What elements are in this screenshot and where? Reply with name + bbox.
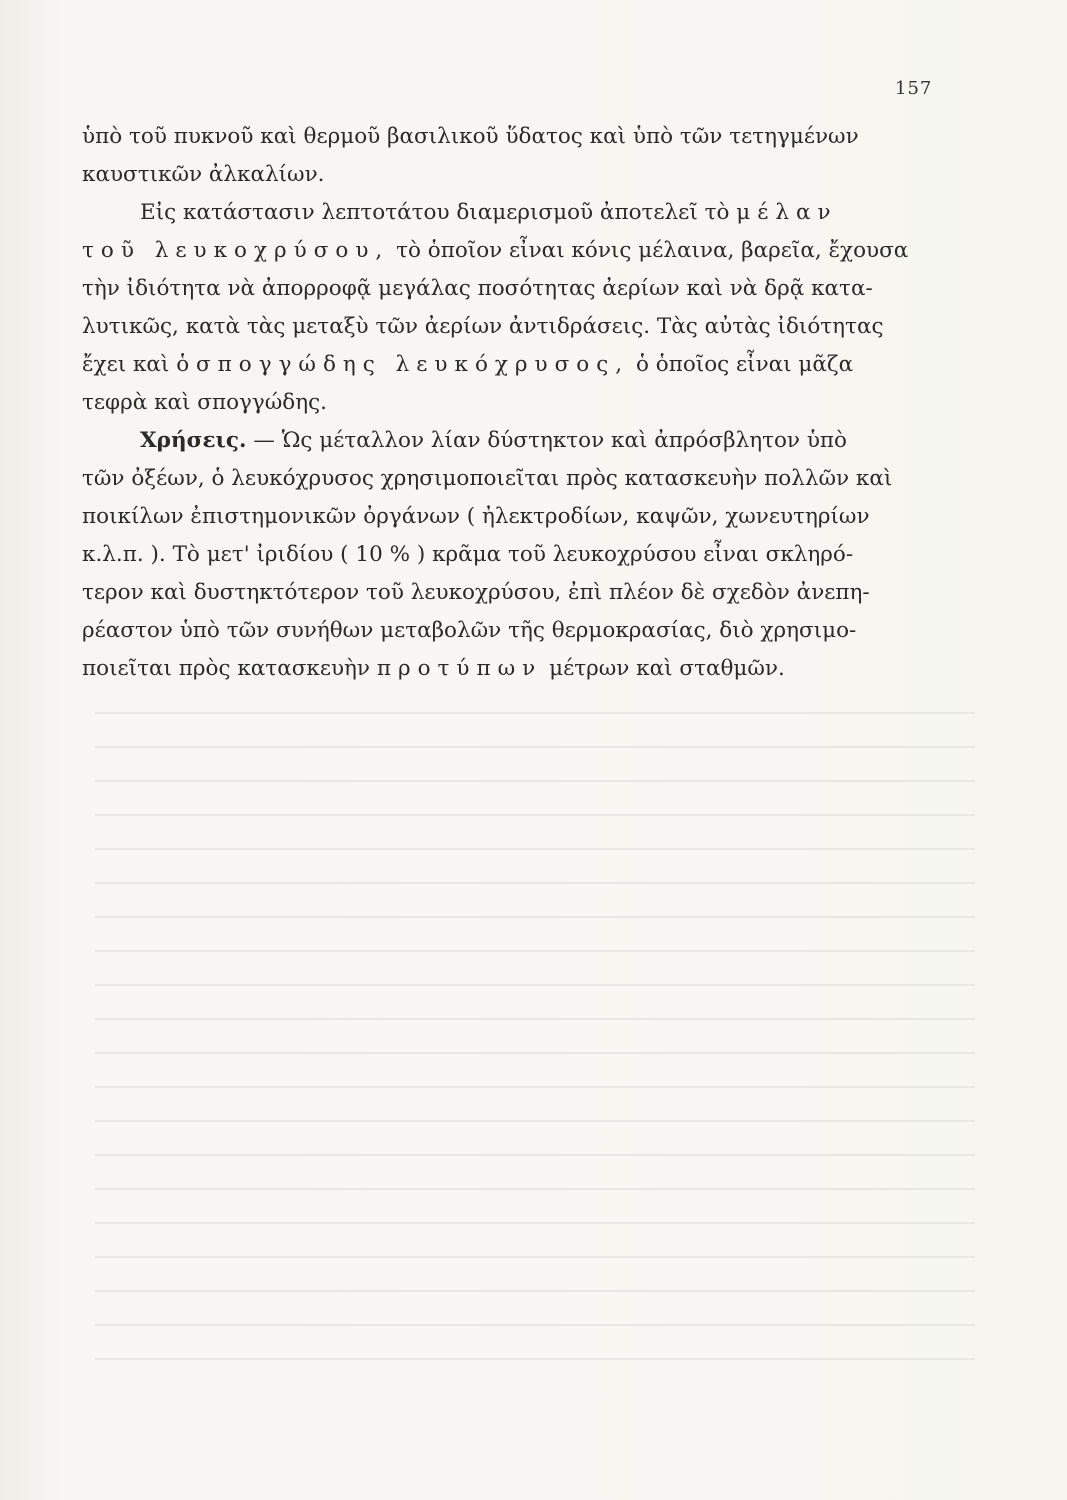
text-line — [140, 198, 838, 228]
text-line: ποικίλων ἐπιστημονικῶν ὀργάνων ( ἠλεκτροδίων, καψῶν, χωνευτηρίων — [82, 504, 870, 529]
text-span: — Ὡς μέταλλον λίαν δύστηκτον καὶ ἀπρόσβλητον ὑπὸ — [253, 428, 847, 453]
text-line: τεφρὰ καὶ σπογγώδης. — [82, 390, 327, 415]
text-line — [82, 350, 853, 380]
text-span: ὁ ὁποῖος εἶναι μᾶζα — [635, 352, 854, 377]
show-through-texture — [95, 690, 975, 1390]
spaced-term: τοῦ λευκοχρύσου, — [82, 238, 390, 263]
text-line — [82, 654, 785, 684]
text-span: ἔχει καὶ ὁ — [82, 352, 190, 377]
spaced-term: σπογγώδης λευκόχρυσος, — [195, 352, 630, 377]
section-heading: Χρήσεις. — [140, 428, 247, 453]
text-line: τῶν ὀξέων, ὁ λευκόχρυσος χρησιμοποιεῖται πρὸς κατασκευὴν πολλῶν καὶ — [82, 466, 893, 491]
spaced-term: προτύπων — [376, 656, 543, 681]
spaced-term: μέλαν — [736, 200, 838, 225]
text-span: μέτρων καὶ σταθμῶν. — [549, 656, 785, 681]
page-number: 157 — [895, 78, 933, 99]
text-line: καυστικῶν ἀλκαλίων. — [82, 162, 325, 187]
text-line: κ.λ.π. ). Τὸ μετ' ἰριδίου ( 10 % ) κρᾶμα τοῦ λευκοχρύσου εἶναι σκληρό- — [82, 542, 854, 567]
text-line — [140, 426, 847, 456]
text-line — [82, 236, 908, 266]
text-span: ποιεῖται πρὸς κατασκευὴν — [82, 656, 370, 681]
text-line: ρέαστον ὑπὸ τῶν συνήθων μεταβολῶν τῆς θερμοκρασίας, διὸ χρησιμο- — [82, 618, 857, 643]
text-span: τὸ ὁποῖον εἶναι κόνις μέλαινα, βαρεῖα, ἔχουσα — [396, 238, 909, 263]
text-line: λυτικῶς, κατὰ τὰς μεταξὺ τῶν ἀερίων ἀντιδράσεις. Τὰς αὐτὰς ἰδιότητας — [82, 314, 884, 339]
text-span: Εἰς κατάστασιν λεπτοτάτου διαμερισμοῦ ἀποτελεῖ τὸ — [140, 200, 730, 225]
text-line: ὑπὸ τοῦ πυκνοῦ καὶ θερμοῦ βασιλικοῦ ὕδατος καὶ ὑπὸ τῶν τετηγμένων — [82, 124, 859, 149]
text-line: τερον καὶ δυστηκτότερον τοῦ λευκοχρύσου, ἐπὶ πλέον δὲ σχεδὸν ἀνεπη- — [82, 580, 870, 605]
text-line: τὴν ἰδιότητα νὰ ἀπορροφᾷ μεγάλας ποσότητας ἀερίων καὶ νὰ δρᾷ κατα- — [82, 276, 873, 301]
